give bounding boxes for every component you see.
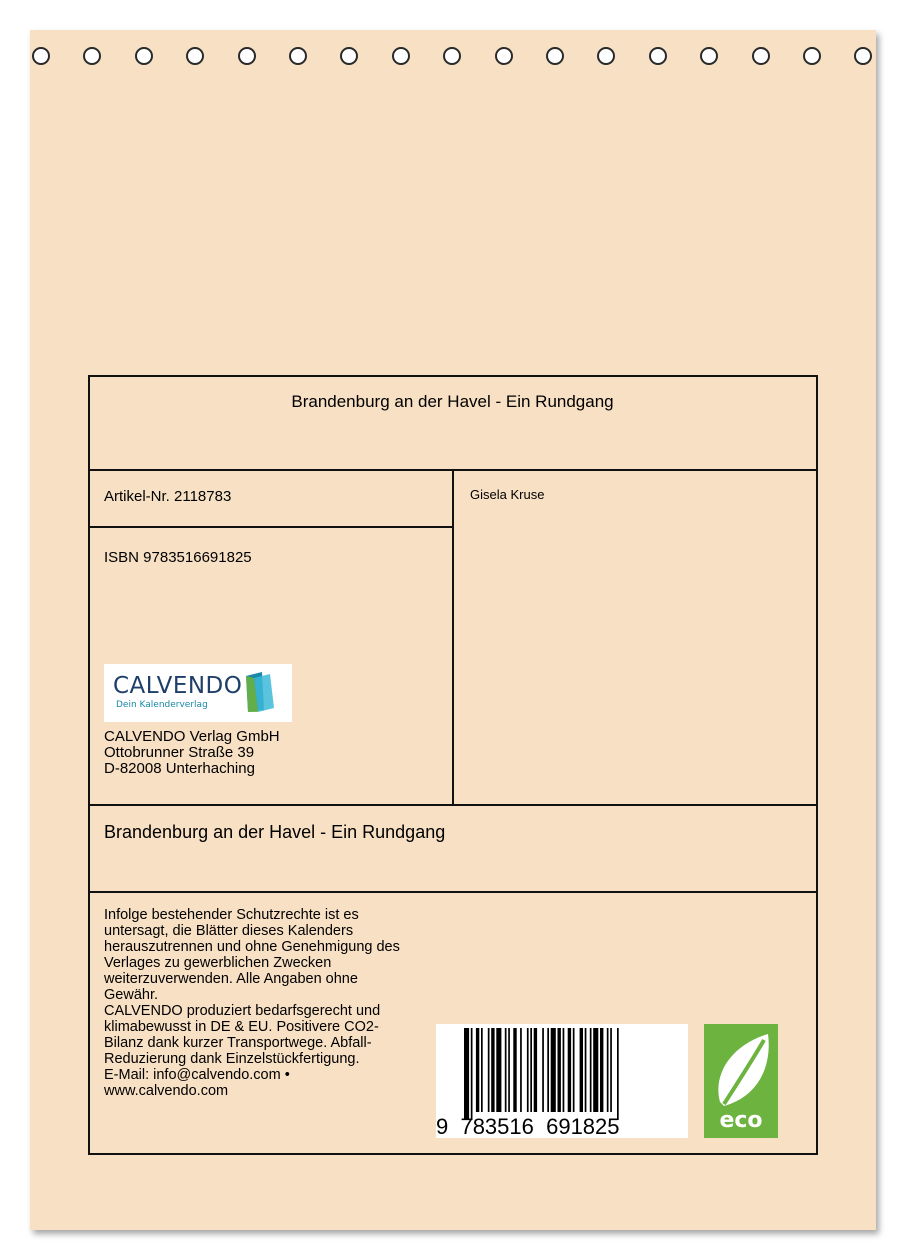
barcode-bar (558, 1028, 561, 1112)
legal-line: weiterzuverwenden. Alle Angaben ohne (104, 971, 358, 987)
logo-page-icon (104, 664, 292, 722)
barcode-bar (600, 1028, 603, 1112)
isbn-barcode (436, 1024, 688, 1138)
address-line: CALVENDO Verlag GmbH (104, 728, 280, 745)
binding-hole (752, 47, 770, 65)
binding-hole (135, 47, 153, 65)
legal-line: Bilanz dank kurzer Transportwege. Abfall- (104, 1035, 372, 1051)
barcode-bar (464, 1028, 469, 1120)
legal-line: www.calvendo.com (104, 1083, 229, 1099)
calendar-title-middle: Brandenburg an der Havel - Ein Rundgang (104, 822, 446, 842)
barcode-bar (542, 1028, 544, 1112)
publisher-address (104, 729, 280, 777)
address-line: Ottobrunner Straße 39 (104, 744, 255, 761)
barcode-bar (496, 1028, 501, 1112)
binding-hole (803, 47, 821, 65)
barcode-bar (551, 1028, 556, 1112)
barcode-bar (610, 1028, 612, 1112)
barcode-bar (527, 1028, 529, 1112)
legal-line: CALVENDO produziert bedarfsgerecht und (104, 1003, 381, 1019)
isbn: ISBN 9783516691825 (104, 549, 252, 566)
barcode-bar (505, 1028, 507, 1112)
barcode-bar (563, 1028, 565, 1112)
binding-hole (649, 47, 667, 65)
logo-tagline: Dein Kalenderverlag (116, 700, 208, 710)
barcode-bar (491, 1028, 494, 1112)
binding-hole (238, 47, 256, 65)
binding-hole (495, 47, 513, 65)
calvendo-logo (104, 664, 292, 722)
barcode-bar (471, 1028, 473, 1120)
author-name: Gisela Kruse (470, 487, 545, 502)
legal-line: Reduzierung dank Einzelstückfertigung. (104, 1051, 360, 1067)
calendar-title-top: Brandenburg an der Havel - Ein Rundgang (291, 392, 614, 411)
legal-line: E-Mail: info@calvendo.com • (104, 1067, 290, 1083)
legal-line: klimabewusst in DE & EU. Positivere CO2- (104, 1019, 379, 1035)
legal-line: herauszutrennen und ohne Genehmigung des (104, 939, 400, 955)
binding-hole (32, 47, 50, 65)
legal-line: Gewähr. (104, 987, 158, 1003)
legal-line: Infolge bestehender Schutzrechte ist es (104, 907, 359, 923)
barcode-bar (534, 1028, 537, 1112)
legal-line: untersagt, die Blätter dieses Kalenders (104, 923, 354, 939)
divider (88, 804, 818, 806)
barcode-bar (573, 1028, 575, 1112)
barcode-bar (513, 1028, 516, 1112)
address-line: D-82008 Unterhaching (104, 760, 255, 777)
legal-line: Verlages zu gewerblichen Zwecken (104, 955, 332, 971)
barcode-bar (607, 1028, 609, 1112)
barcode-digits: 9 783516 691825 (436, 1114, 620, 1139)
logo-brand: CALVENDO (113, 673, 243, 699)
eco-badge (704, 1024, 778, 1138)
barcode-bar (481, 1028, 483, 1112)
article-number: Artikel-Nr. 2118783 (104, 488, 232, 505)
binding-hole (546, 47, 564, 65)
legal-notice (104, 907, 400, 1099)
barcode-bar (590, 1028, 592, 1112)
barcode-bar (476, 1028, 479, 1112)
barcode-bar (617, 1028, 619, 1120)
binding-hole (392, 47, 410, 65)
divider (452, 469, 454, 806)
divider (88, 891, 818, 893)
eco-label: eco (719, 1108, 763, 1133)
barcode-bar (530, 1028, 532, 1112)
divider (88, 526, 454, 528)
barcode-bar (568, 1028, 571, 1112)
barcode-bar (593, 1028, 598, 1112)
barcode-bar (520, 1028, 522, 1112)
barcode-bar (488, 1028, 490, 1112)
barcode-bar (508, 1028, 510, 1112)
barcode-bar (547, 1028, 549, 1112)
barcode-bar (580, 1028, 583, 1112)
barcode-bar (585, 1028, 587, 1112)
binding-hole (289, 47, 307, 65)
